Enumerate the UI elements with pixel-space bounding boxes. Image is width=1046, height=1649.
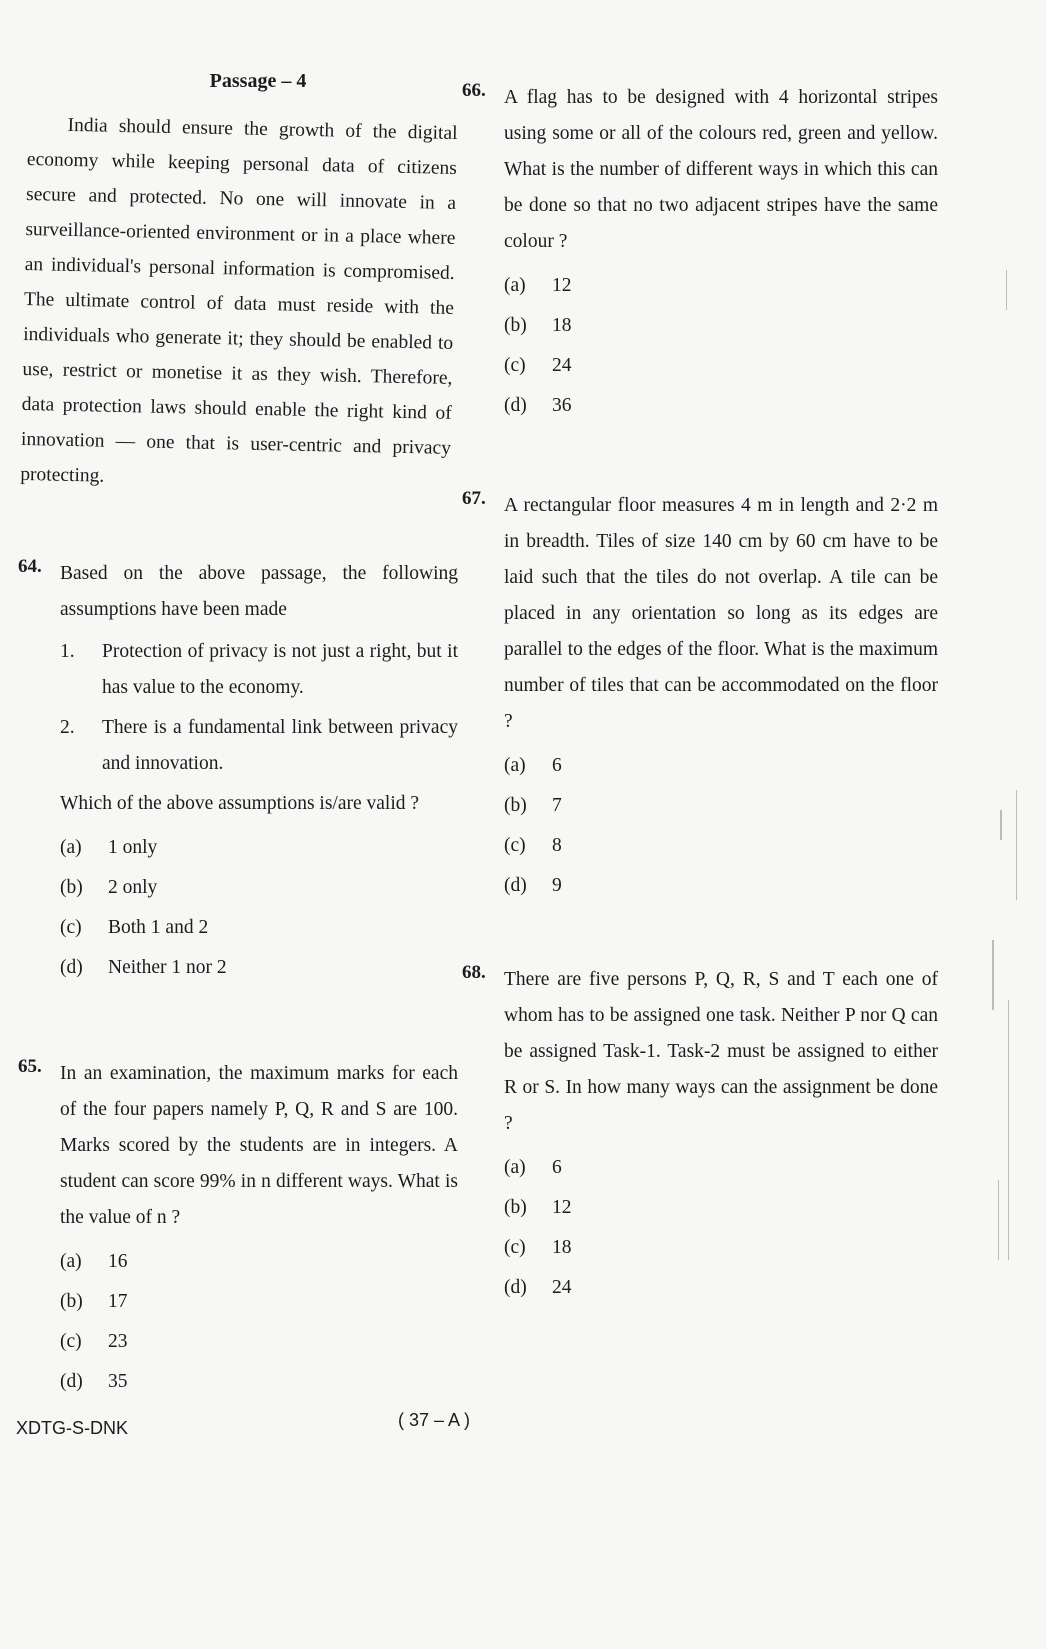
scan-mark bbox=[1016, 790, 1017, 900]
option-letter: (c) bbox=[504, 355, 526, 376]
option-a bbox=[504, 1148, 938, 1188]
option-letter: (d) bbox=[504, 395, 527, 416]
option-b bbox=[504, 306, 938, 346]
option-c bbox=[60, 908, 458, 948]
option-letter: (a) bbox=[60, 1251, 82, 1272]
option-text: 6 bbox=[552, 1157, 562, 1178]
option-letter: (b) bbox=[504, 795, 527, 816]
scan-mark bbox=[1006, 270, 1007, 310]
option-text: 18 bbox=[552, 315, 572, 336]
statement-text: There is a fundamental link between privacy and innovation. bbox=[102, 717, 458, 774]
statement-list bbox=[60, 634, 458, 782]
statement-item bbox=[60, 634, 458, 706]
option-letter: (b) bbox=[60, 877, 83, 898]
option-text: 12 bbox=[552, 275, 572, 296]
question-text: Based on the above passage, the following assumptions have been made bbox=[60, 563, 458, 620]
option-d bbox=[504, 866, 938, 906]
scan-mark bbox=[998, 1180, 999, 1260]
option-text: 36 bbox=[552, 395, 572, 416]
option-text: 2 only bbox=[108, 877, 158, 898]
option-list bbox=[504, 1148, 938, 1308]
option-text: 1 only bbox=[108, 837, 158, 858]
scan-mark bbox=[1008, 1000, 1009, 1260]
paper-code: XDTG-S-DNK bbox=[16, 1418, 128, 1438]
option-letter: (b) bbox=[60, 1291, 83, 1312]
option-c bbox=[60, 1322, 458, 1362]
question-text: There are five persons P, Q, R, S and T each one of whom has to be assigned one task. Neither P nor Q can be assigned Task-1. Task-2 must be assigned to either R or S. In how many ways can the assignment be done ? bbox=[504, 969, 938, 1134]
option-b bbox=[504, 1188, 938, 1228]
question-64 bbox=[18, 556, 458, 988]
option-text: 6 bbox=[552, 755, 562, 776]
option-a bbox=[60, 1242, 458, 1282]
option-letter: (c) bbox=[60, 917, 82, 938]
option-list bbox=[504, 746, 938, 906]
option-a bbox=[504, 266, 938, 306]
statement-text: Protection of privacy is not just a right, but it has value to the economy. bbox=[102, 641, 458, 698]
question-67 bbox=[462, 488, 938, 906]
option-letter: (b) bbox=[504, 1197, 527, 1218]
option-text: 35 bbox=[108, 1371, 128, 1392]
question-number: 67. bbox=[462, 488, 486, 509]
statement-number: 1. bbox=[60, 641, 75, 662]
option-text: 18 bbox=[552, 1237, 572, 1258]
option-d bbox=[504, 1268, 938, 1308]
option-letter: (d) bbox=[60, 1371, 83, 1392]
option-a bbox=[60, 828, 458, 868]
option-c bbox=[504, 1228, 938, 1268]
option-letter: (b) bbox=[504, 315, 527, 336]
option-letter: (a) bbox=[504, 275, 526, 296]
option-letter: (d) bbox=[504, 1277, 527, 1298]
option-letter: (a) bbox=[504, 1157, 526, 1178]
option-letter: (d) bbox=[60, 957, 83, 978]
question-text: A rectangular floor measures 4 m in length and 2·2 m in breadth. Tiles of size 140 cm by 60 cm have to be laid such that the tiles do not overlap. A tile can be placed in any orientation so long as its edges are parallel to the edges of the floor. What is the maximum number of tiles that can be accommodated on the floor ? bbox=[504, 495, 938, 732]
question-68 bbox=[462, 962, 938, 1308]
option-d bbox=[60, 1362, 458, 1402]
question-text: A flag has to be designed with 4 horizontal stripes using some or all of the colours red, green and yellow. What is the number of different ways in which this can be done so that no two adjacent stripes have the same colour ? bbox=[504, 87, 938, 252]
option-text: 23 bbox=[108, 1331, 128, 1352]
left-column bbox=[18, 70, 458, 1402]
option-text: Both 1 and 2 bbox=[108, 917, 209, 938]
option-d bbox=[60, 948, 458, 988]
option-letter: (d) bbox=[504, 875, 527, 896]
statement-item bbox=[60, 710, 458, 782]
question-number: 68. bbox=[462, 962, 486, 983]
option-a bbox=[504, 746, 938, 786]
option-text: Neither 1 nor 2 bbox=[108, 957, 227, 978]
option-b bbox=[504, 786, 938, 826]
option-letter: (a) bbox=[60, 837, 82, 858]
passage-text: India should ensure the growth of the digital economy while keeping personal data of citizens secure and protected. No one will innovate in a surveillance-oriented environment or in a place where an individual's personal information is compromised. The ultimate control of data must reside with the individuals who generate it; they should be enabled to use, restrict or monetise it as they wish. Therefore, data protection laws should enable the right kind of innovation — one that is user-centric and privacy protecting. bbox=[20, 114, 458, 487]
option-list bbox=[504, 266, 938, 426]
scan-mark bbox=[992, 940, 994, 1010]
question-number: 65. bbox=[18, 1056, 42, 1077]
option-text: 24 bbox=[552, 1277, 572, 1298]
page-number: ( 37 – A ) bbox=[398, 1410, 471, 1430]
option-letter: (a) bbox=[504, 755, 526, 776]
option-b bbox=[60, 1282, 458, 1322]
option-text: 9 bbox=[552, 875, 562, 896]
statement-number: 2. bbox=[60, 717, 75, 738]
option-text: 24 bbox=[552, 355, 572, 376]
question-number: 64. bbox=[18, 556, 42, 577]
option-list bbox=[60, 1242, 458, 1402]
question-66 bbox=[462, 80, 938, 426]
option-text: 8 bbox=[552, 835, 562, 856]
scan-mark bbox=[1000, 810, 1002, 840]
question-prompt: Which of the above assumptions is/are valid ? bbox=[60, 793, 420, 814]
option-c bbox=[504, 826, 938, 866]
option-letter: (c) bbox=[60, 1331, 82, 1352]
option-text: 12 bbox=[552, 1197, 572, 1218]
option-letter: (c) bbox=[504, 1237, 526, 1258]
option-d bbox=[504, 386, 938, 426]
option-b bbox=[60, 868, 458, 908]
question-text: In an examination, the maximum marks for each of the four papers namely P, Q, R and S are 100. Marks scored by the students are in integers. A student can score 99% in n different ways. What is the value of n ? bbox=[60, 1063, 458, 1228]
option-list bbox=[60, 828, 458, 988]
option-c bbox=[504, 346, 938, 386]
option-text: 17 bbox=[108, 1291, 128, 1312]
question-65 bbox=[18, 1056, 458, 1402]
option-text: 7 bbox=[552, 795, 562, 816]
question-number: 66. bbox=[462, 80, 486, 101]
option-text: 16 bbox=[108, 1251, 128, 1272]
option-letter: (c) bbox=[504, 835, 526, 856]
right-column bbox=[462, 80, 938, 1308]
passage-title: Passage – 4 bbox=[209, 70, 307, 92]
